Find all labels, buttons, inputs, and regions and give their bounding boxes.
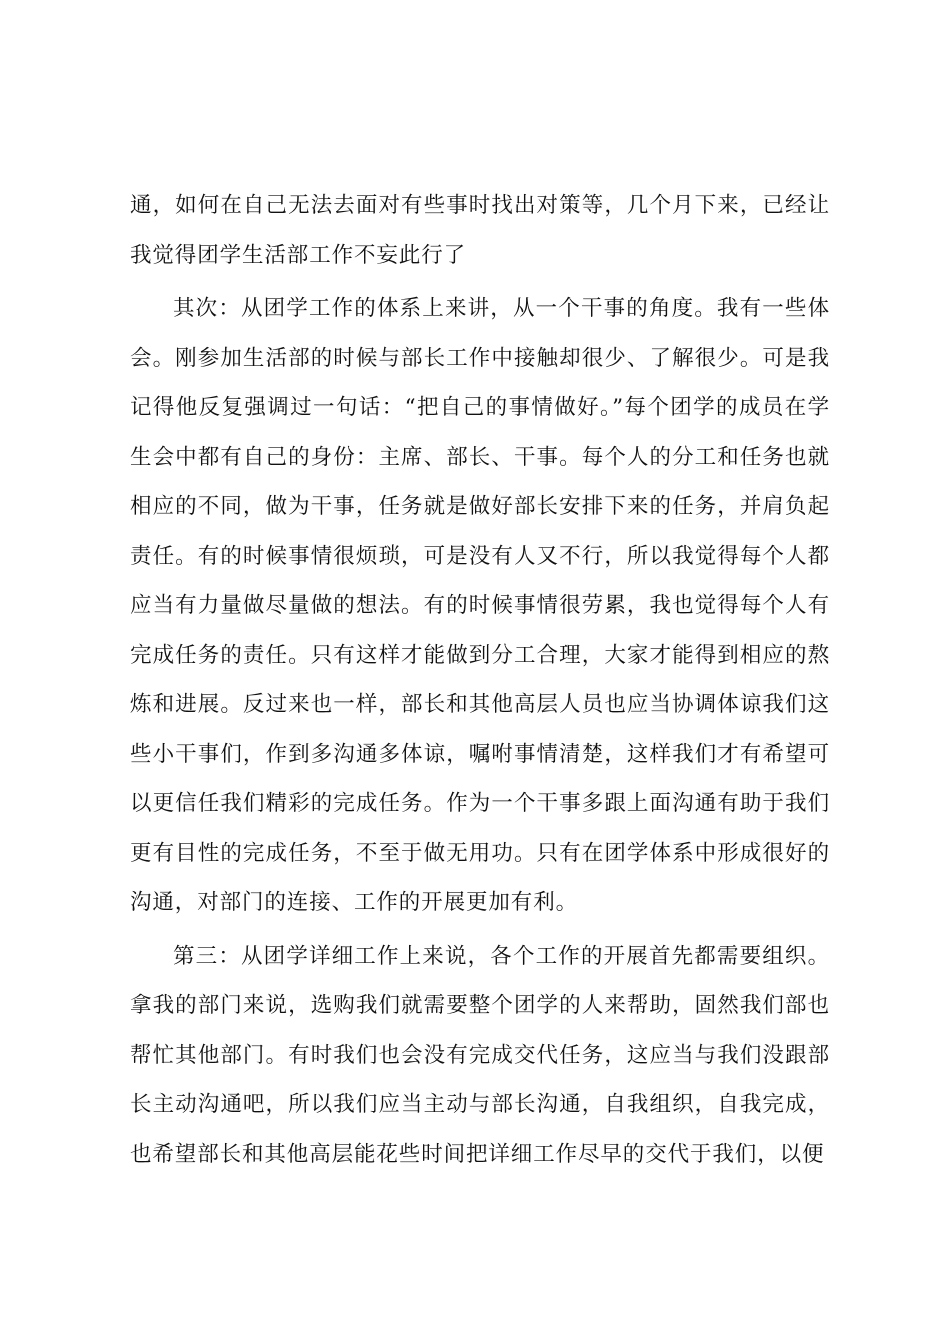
paragraph-continuation: 通，如何在自己无法去面对有些事时找出对策等，几个月下来，已经让我觉得团学生活部工作不妄此行了 (130, 193, 830, 268)
document-body (130, 181, 830, 1179)
paragraph-second: 其次：从团学工作的体系上来讲，从一个干事的角度。我有一些体会。刚参加生活部的时候与部长工作中接触却很少、了解很少。可是我记得他反复强调过一句话：“把自己的事情做好。”每个团学的成员在学生会中都有自己的身份：主席、部长、干事。每个人的分工和任务也就相应的不同，做为干事，任务就是做好部长安排下来的任务，并肩负起责任。有的时候事情很烦琐，可是没有人又不行，所以我觉得每个人都应当有力量做尽量做的想法。有的时候事情很劳累，我也觉得每个人有完成任务的责任。只有这样才能做到分工合理，大家才能得到相应的熬炼和进展。反过来也一样，部长和其他高层人员也应当协调体谅我们这些小干事们，作到多沟通多体谅，嘱咐事情清楚，这样我们才有希望可以更信任我们精彩的完成任务。作为一个干事多跟上面沟通有助于我们更有目性的完成任务，不至于做无用功。只有在团学体系中形成很好的沟通，对部门的连接、工作的开展更加有利。 (130, 296, 830, 915)
paragraph-third: 第三：从团学详细工作上来说，各个工作的开展首先都需要组织。拿我的部门来说，选购我们就需要整个团学的人来帮助，固然我们部也帮忙其他部门。有时我们也会没有完成交代任务，这应当与我们没跟部长主动沟通吧，所以我们应当主动与部长沟通，自我组织，自我完成，也希望部长和其他高层能花些时间把详细工作尽早的交代于我们，以便 (130, 943, 830, 1167)
